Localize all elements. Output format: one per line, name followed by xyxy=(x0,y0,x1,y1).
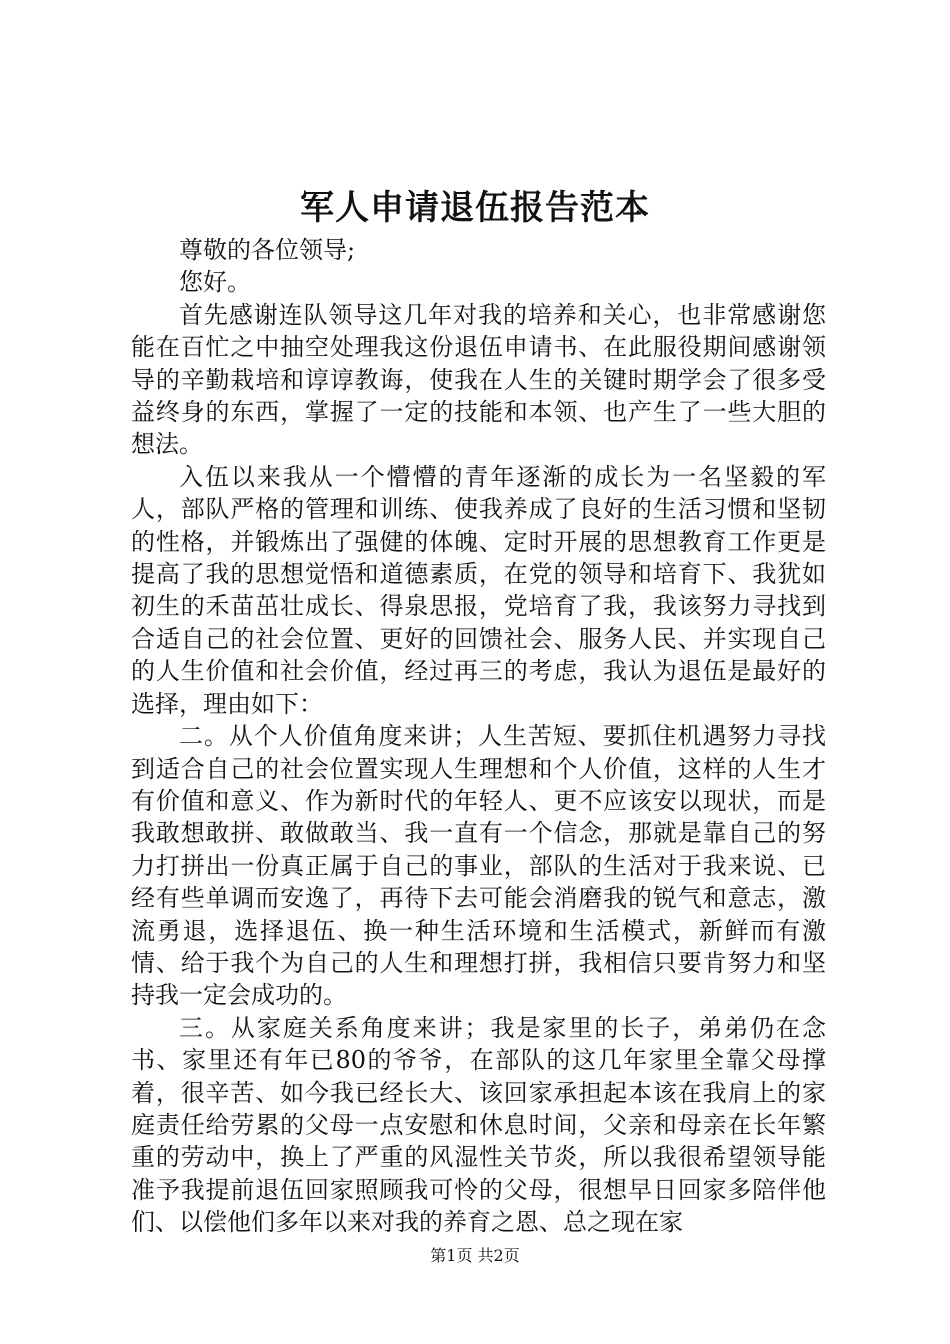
paragraph-family: 三。从家庭关系角度来讲；我是家里的长子，弟弟仍在念书、家里还有年已80的爷爷，在部队的这几年家里全靠父母撑着，很辛苦、如今我已经长大、该回家承担起本该在我肩上的家庭责任给劳累的父母一点安慰和休息时间，父亲和母亲在长年繁重的劳动中，换上了严重的风湿性关节炎，所以我很希望领导能准予我提前退伍回家照顾我可怜的父母，很想早日回家多陪伴他们、以偿他们多年以来对我的养育之恩、总之现在家 xyxy=(131,1013,826,1237)
paragraph-personal-value: 二。从个人价值角度来讲；人生苦短、要抓住机遇努力寻找到适合自己的社会位置实现人生理想和个人价值，这样的人生才有价值和意义、作为新时代的年轻人、更不应该安以现状，而是我敢想敢拼、敢做敢当、我一直有一个信念，那就是靠自己的努力打拼出一份真正属于自己的事业，部队的生活对于我来说、已经有些单调而安逸了，再待下去可能会消磨我的锐气和意志，激流勇退，选择退伍、换一种生活环境和生活模式，新鲜而有激情、给于我个为自己的人生和理想打拼，我相信只要肯努力和坚持我一定会成功的。 xyxy=(131,722,826,1010)
document-body xyxy=(131,234,826,1239)
document-title: 军人申请退伍报告范本 xyxy=(300,188,650,228)
paragraph-thanks: 首先感谢连队领导这几年对我的培养和关心，也非常感谢您能在百忙之中抽空处理我这份退伍申请书、在此服役期间感谢领导的辛勤栽培和谆谆教诲，使我在人生的关键时期学会了很多受益终身的东西，掌握了一定的技能和本领、也产生了一些大胆的想法。 xyxy=(131,300,826,459)
greeting-line: 尊敬的各位领导; xyxy=(179,236,356,264)
salutation-line: 您好。 xyxy=(179,268,251,297)
page-footer: 第1页 共2页 xyxy=(430,1246,520,1265)
paragraph-enlistment: 入伍以来我从一个懵懵的青年逐渐的成长为一名坚毅的军人，部队严格的管理和训练、使我养成了良好的生活习惯和坚韧的性格，并锻炼出了强健的体魄、定时开展的思想教育工作更是提高了我的思想觉悟和道德素质，在党的领导和培育下、我犹如初生的禾苗茁壮成长、得泉思报，党培育了我，我该努力寻找到合适自己的社会位置、更好的回馈社会、服务人民、并实现自己的人生价值和社会价值，经过再三的考虑，我认为退伍是最好的选择，理由如下： xyxy=(131,462,826,718)
